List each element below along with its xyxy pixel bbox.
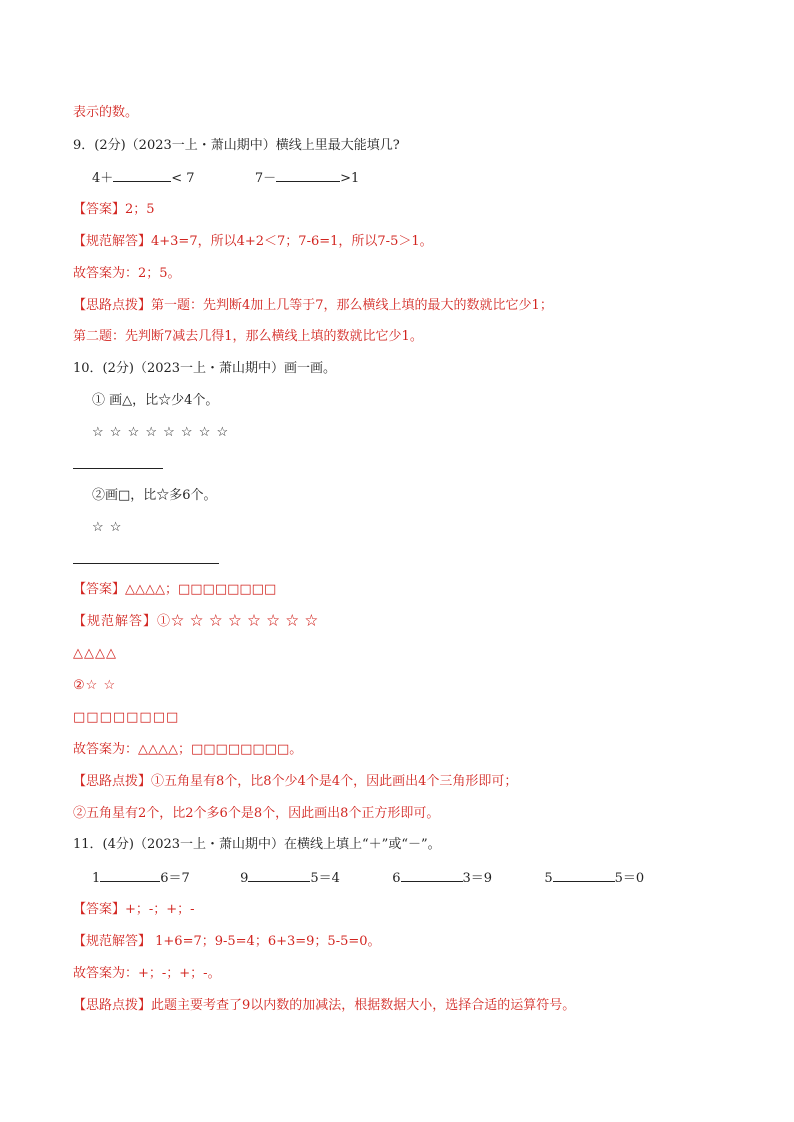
- q10-tip-1: 【思路点拨】①五角星有8个，比8个少4个是4个，因此画出4个三角形即可；: [73, 774, 518, 789]
- q10-explanation: 【规范解答】①☆ ☆ ☆ ☆ ☆ ☆ ☆ ☆: [73, 614, 319, 629]
- q10-stars-2: ☆ ☆: [92, 520, 123, 535]
- q11-e1-right: 6＝7: [160, 871, 190, 886]
- q10-squares: □□□□□□□□: [73, 710, 180, 725]
- q11-e3-left: 6: [392, 871, 401, 886]
- q9-blank-a[interactable]: [113, 169, 171, 182]
- q10-part-1: ① 画△，比☆少4个。: [92, 393, 219, 408]
- q11-e4-left: 5: [544, 871, 553, 886]
- q10-answer-line-1[interactable]: [73, 468, 163, 469]
- question-9-title: 9．(2分)（2023一上・萧山期中）横线上里最大能填几?: [73, 138, 400, 153]
- q10-tip-2: ②五角星有2个，比2个多6个是8个，因此画出8个正方形即可。: [73, 806, 440, 821]
- q11-e1-left: 1: [92, 871, 101, 886]
- q9-answer: 【答案】2；5: [73, 202, 155, 217]
- q11-e3-right: 3＝9: [462, 871, 493, 886]
- q10-triangles: △△△△: [73, 646, 117, 661]
- prev-answer-tail: 表示的数。: [73, 105, 139, 120]
- q11-answer: 【答案】+；-；+；-: [73, 902, 195, 917]
- question-11-items: [92, 869, 644, 888]
- q9-blank-b[interactable]: [276, 169, 340, 182]
- q10-part-2: ②画□，比☆多6个。: [92, 488, 217, 503]
- q9-explanation: 【规范解答】4+3=7，所以4+2＜7；7-6=1，所以7-5＞1。: [73, 234, 433, 249]
- q9-expr-a-right: < 7: [171, 171, 195, 186]
- q11-e2-left: 9: [240, 871, 249, 886]
- q11-blank-4[interactable]: [553, 869, 615, 882]
- q11-blank-1[interactable]: [100, 869, 160, 882]
- question-9-items: [92, 169, 359, 188]
- q11-e4-right: 5＝0: [614, 871, 645, 886]
- q11-blank-2[interactable]: [248, 869, 310, 882]
- q10-answer: 【答案】△△△△；□□□□□□□□: [73, 582, 277, 597]
- question-11-title: 11．(4分)（2023一上・萧山期中）在横线上填上“＋”或“－”。: [73, 837, 441, 852]
- q11-explanation: 【规范解答】 1+6=7；9-5=4；6+3=9；5-5=0。: [73, 934, 381, 949]
- q9-expr-b-right: >1: [340, 171, 360, 186]
- q11-final: 故答案为：+；-；+；-。: [73, 966, 221, 981]
- question-10-title: 10．(2分)（2023一上・萧山期中）画一画。: [73, 361, 337, 376]
- q11-blank-3[interactable]: [401, 869, 463, 882]
- q9-tip-1: 【思路点拨】第一题：先判断4加上几等于7，那么横线上填的最大的数就比它少1；: [73, 298, 553, 313]
- q9-expr-b-left: 7－: [254, 171, 277, 186]
- q9-expr-a-left: 4＋: [92, 171, 114, 186]
- q11-tip: 【思路点拨】此题主要考查了9以内数的加减法，根据数据大小，选择合适的运算符号。: [73, 998, 576, 1013]
- q10-stars-1: ☆ ☆ ☆ ☆ ☆ ☆ ☆ ☆: [92, 425, 230, 440]
- q9-final: 故答案为：2；5。: [73, 266, 181, 281]
- q11-e2-right: 5＝4: [310, 871, 340, 886]
- q10-answer-line-2[interactable]: [73, 563, 219, 564]
- q10-square-stars: ②☆ ☆: [73, 678, 117, 693]
- q9-tip-2: 第二题：先判断7减去几得1，那么横线上填的数就比它少1。: [73, 329, 423, 344]
- q10-final: 故答案为：△△△△；□□□□□□□□。: [73, 742, 303, 757]
